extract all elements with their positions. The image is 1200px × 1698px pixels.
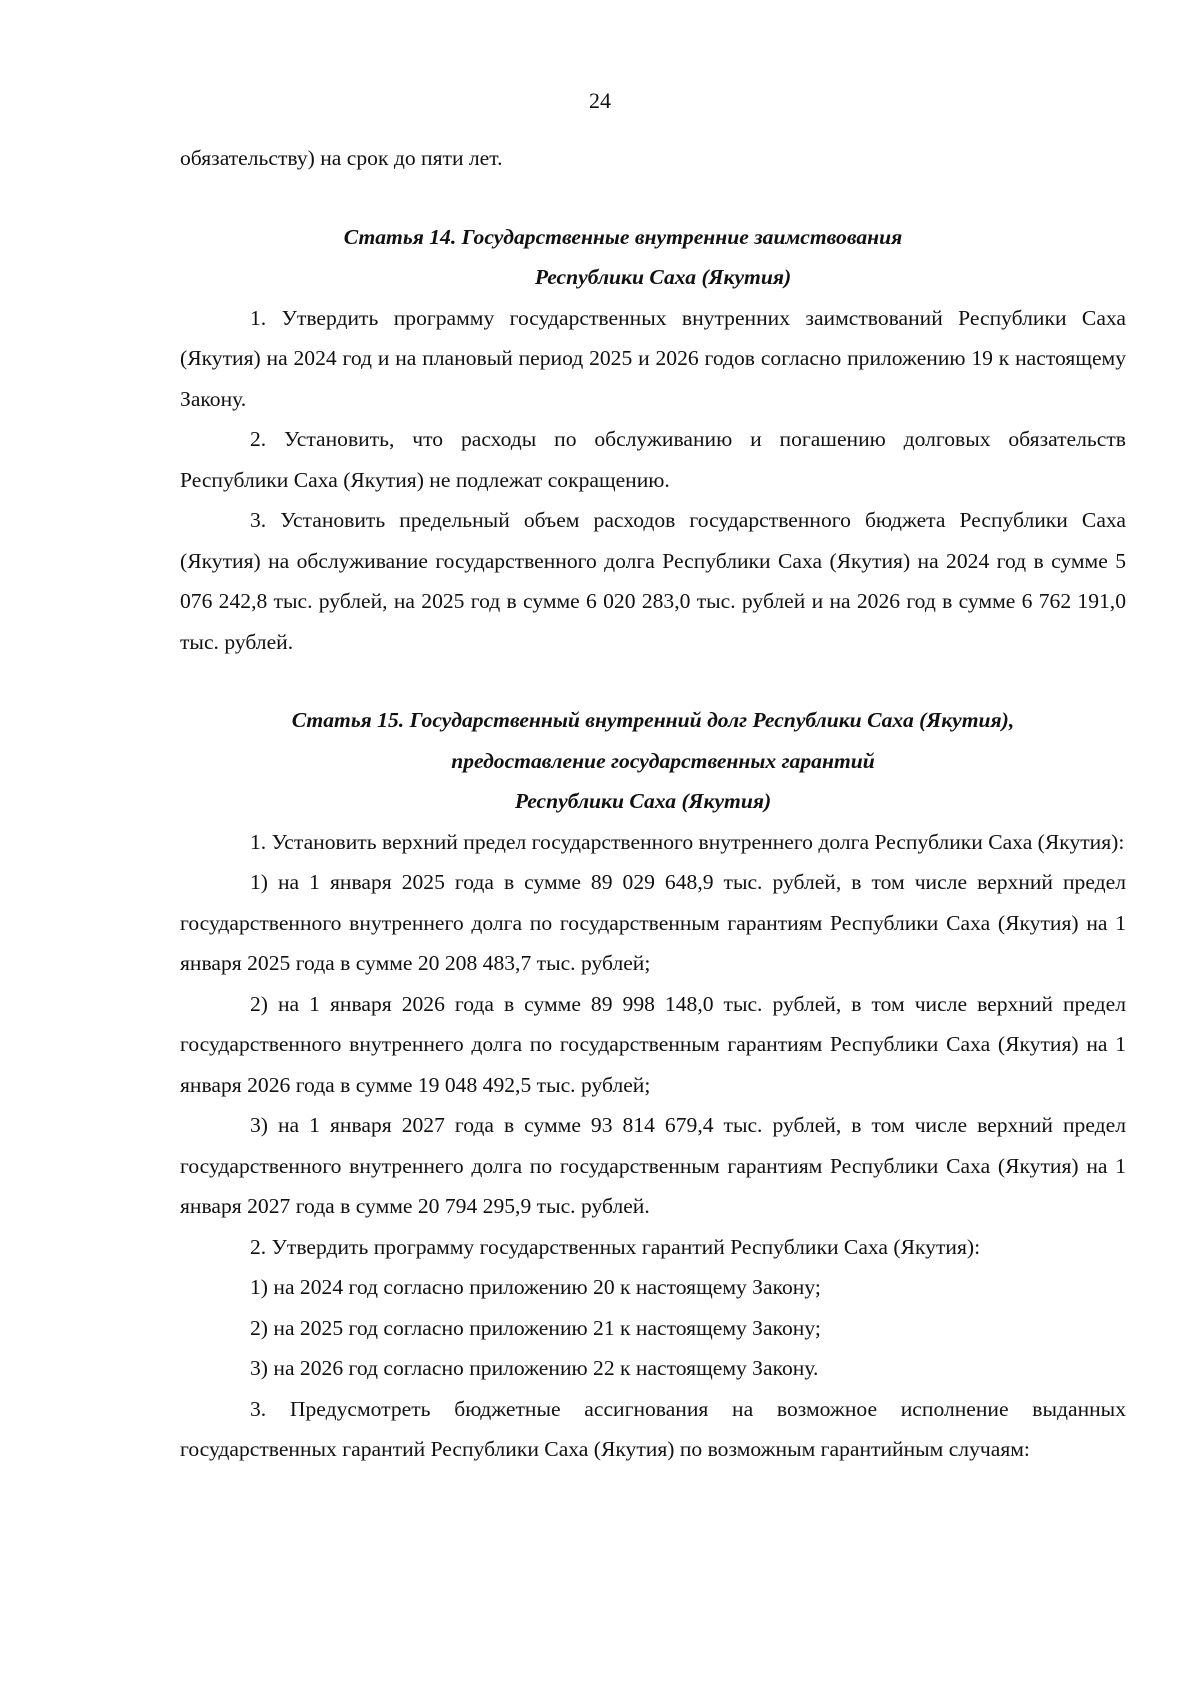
article-15-paragraph-2: 2. Утвердить программу государственных гарантий Республики Саха (Якутия):: [250, 1234, 981, 1259]
article-15-item-1-2: 2) на 1 января 2026 года в сумме 89 998 148,0 тыс. рублей, в том числе верхний предел государственного внутреннего долга по государственным гарантиям Республики Саха (Якутия) на 1 января 2026 года в сумме 19 048 492,5 тыс. рублей;: [180, 991, 1126, 1097]
article-15-paragraph-3: 3. Предусмотреть бюджетные ассигнования на возможное исполнение выданных государственных гарантий Республики Саха (Якутия) по возможным гарантийным случаям:: [180, 1396, 1126, 1461]
document-body: [180, 138, 1126, 1470]
article-15-item-1-1: 1) на 1 января 2025 года в сумме 89 029 648,9 тыс. рублей, в том числе верхний предел государственного внутреннего долга по государственным гарантиям Республики Саха (Якутия) на 1 января 2025 года в сумме 20 208 483,7 тыс. рублей;: [180, 870, 1126, 975]
article-15-item-2-3: 3) на 2026 год согласно приложению 22 к настоящему Закону.: [250, 1356, 819, 1380]
article-14-paragraph-2: 2. Установить, что расходы по обслуживанию и погашению долговых обязательств Республики Саха (Якутия) не подлежат сокращению.: [180, 427, 1126, 492]
article-14-title-line-2: Республики Саха (Якутия): [534, 265, 792, 289]
article-14-paragraph-3: 3. Установить предельный объем расходов государственного бюджета Республики Саха (Якутия) на обслуживание государственного долга Республики Саха (Якутия) на 2024 год в сумме 5 076 242,8 тыс. рублей, на 2025 год в сумме 6 020 283,0 тыс. рублей и на 2026 год в сумме 6 762 191,0 тыс. рублей.: [180, 508, 1126, 654]
article-15-title-line-1: Статья 15. Государственный внутренний долг Республики Саха (Якутия),: [291, 708, 1015, 732]
article-14-title-line-1: Статья 14. Государственные внутренние заимствования: [343, 224, 903, 249]
article-15-item-1-3: 3) на 1 января 2027 года в сумме 93 814 679,4 тыс. рублей, в том числе верхний предел государственного внутреннего долга по государственным гарантиям Республики Саха (Якутия) на 1 января 2027 года в сумме 20 794 295,9 тыс. рублей.: [180, 1113, 1126, 1218]
article-14-paragraph-1: 1. Утвердить программу государственных внутренних заимствований Республики Саха (Якутия) на 2024 год и на плановый период 2025 и 2026 годов согласно приложению 19 к настоящему Закону.: [180, 305, 1126, 411]
article-14-heading: [180, 217, 1126, 298]
article-15-heading: [180, 700, 1126, 822]
article-15-title-line-2: предоставление государственных гарантий: [451, 748, 875, 773]
article-15-item-2-1: 1) на 2024 год согласно приложению 20 к настоящему Закону;: [250, 1275, 821, 1299]
article-15-item-2-2: 2) на 2025 год согласно приложению 21 к настоящему Закону;: [250, 1315, 821, 1340]
article-15: [180, 700, 1126, 1470]
article-14: [180, 217, 1126, 663]
page-number: 24: [589, 88, 611, 113]
article-15-title-line-3: Республики Саха (Якутия): [514, 789, 772, 813]
article-15-paragraph-1: 1. Установить верхний предел государственного внутреннего долга Республики Саха (Якутия):: [250, 829, 1125, 854]
intro-text: обязательству) на срок до пяти лет.: [180, 146, 503, 170]
